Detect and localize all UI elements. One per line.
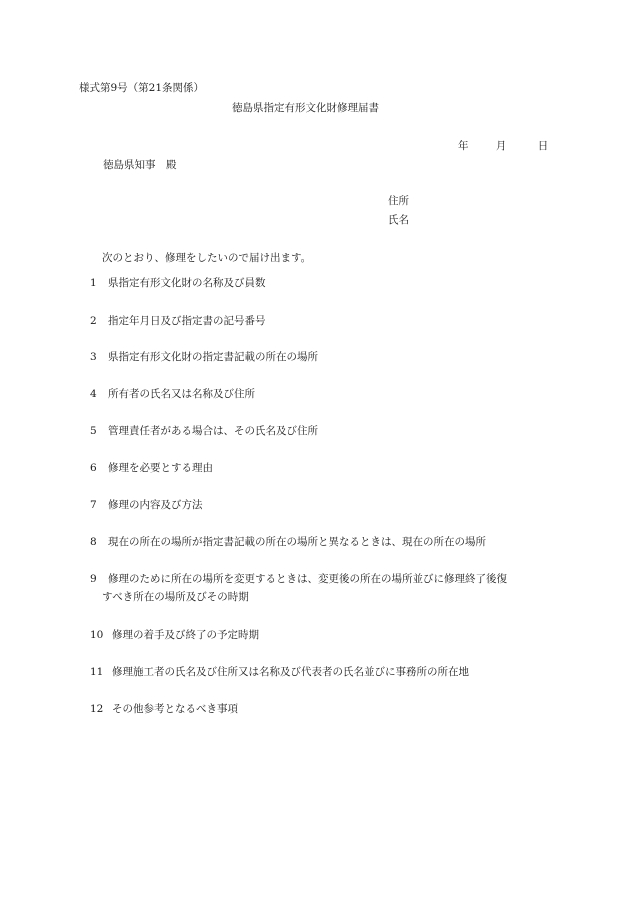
item-text-continuation: すべき所在の場所及びその時期 <box>102 591 249 604</box>
date-month-label: 月 <box>495 140 507 152</box>
item-text: その他参考となるべき事項 <box>112 703 238 715</box>
list-item <box>90 350 318 364</box>
item-text: 管理責任者がある場合は、その氏名及び住所 <box>108 425 318 437</box>
list-item <box>90 498 203 512</box>
list-item <box>90 702 238 716</box>
item-number: 9 <box>90 573 97 585</box>
item-number: 3 <box>90 351 97 363</box>
item-text: 修理の内容及び方法 <box>108 499 203 511</box>
item-number: 11 <box>90 666 104 678</box>
item-text: 現在の所在の場所が指定書記載の所在の場所と異なるときは、現在の所在の場所 <box>108 536 486 548</box>
item-number: 1 <box>90 277 97 289</box>
list-item <box>90 314 266 328</box>
item-text: 修理のために所在の場所を変更するときは、変更後の所在の場所並びに修理終了後復 <box>108 573 507 585</box>
item-number: 10 <box>90 629 104 641</box>
item-text: 所有者の氏名又は名称及び住所 <box>108 388 255 400</box>
item-text: 修理の着手及び終了の予定時期 <box>112 629 259 641</box>
list-item <box>90 535 486 549</box>
list-item <box>90 276 266 290</box>
item-number: 8 <box>90 536 97 548</box>
item-number: 5 <box>90 425 97 437</box>
list-item <box>90 665 469 679</box>
item-number: 2 <box>90 315 97 327</box>
date-day-label: 日 <box>537 140 549 152</box>
date-line <box>458 139 548 153</box>
list-item <box>90 387 255 401</box>
item-number: 6 <box>90 462 97 474</box>
list-item <box>90 628 259 642</box>
date-year-label: 年 <box>458 140 469 152</box>
form-number: 様式第9号（第21条関係） <box>79 82 205 94</box>
item-number: 12 <box>90 703 104 715</box>
item-text: 修理施工者の氏名及び住所又は名称及び代表者の氏名並びに事務所の所在地 <box>112 666 469 678</box>
applicant-address-label: 住所 <box>388 195 409 207</box>
item-number: 4 <box>90 388 97 400</box>
item-number: 7 <box>90 499 97 511</box>
item-text: 県指定有形文化財の名称及び員数 <box>108 277 266 289</box>
item-text: 修理を必要とする理由 <box>108 462 213 474</box>
list-item <box>90 572 560 604</box>
addressee: 徳島県知事 殿 <box>103 159 177 171</box>
item-text: 指定年月日及び指定書の記号番号 <box>108 315 266 327</box>
list-item <box>90 424 318 438</box>
document-title: 徳島県指定有形文化財修理届書 <box>232 102 379 114</box>
list-item <box>90 461 213 475</box>
intro-text: 次のとおり、修理をしたいので届け出ます。 <box>102 252 312 264</box>
item-text: 県指定有形文化財の指定書記載の所在の場所 <box>108 351 318 363</box>
applicant-name-label: 氏名 <box>388 214 409 226</box>
